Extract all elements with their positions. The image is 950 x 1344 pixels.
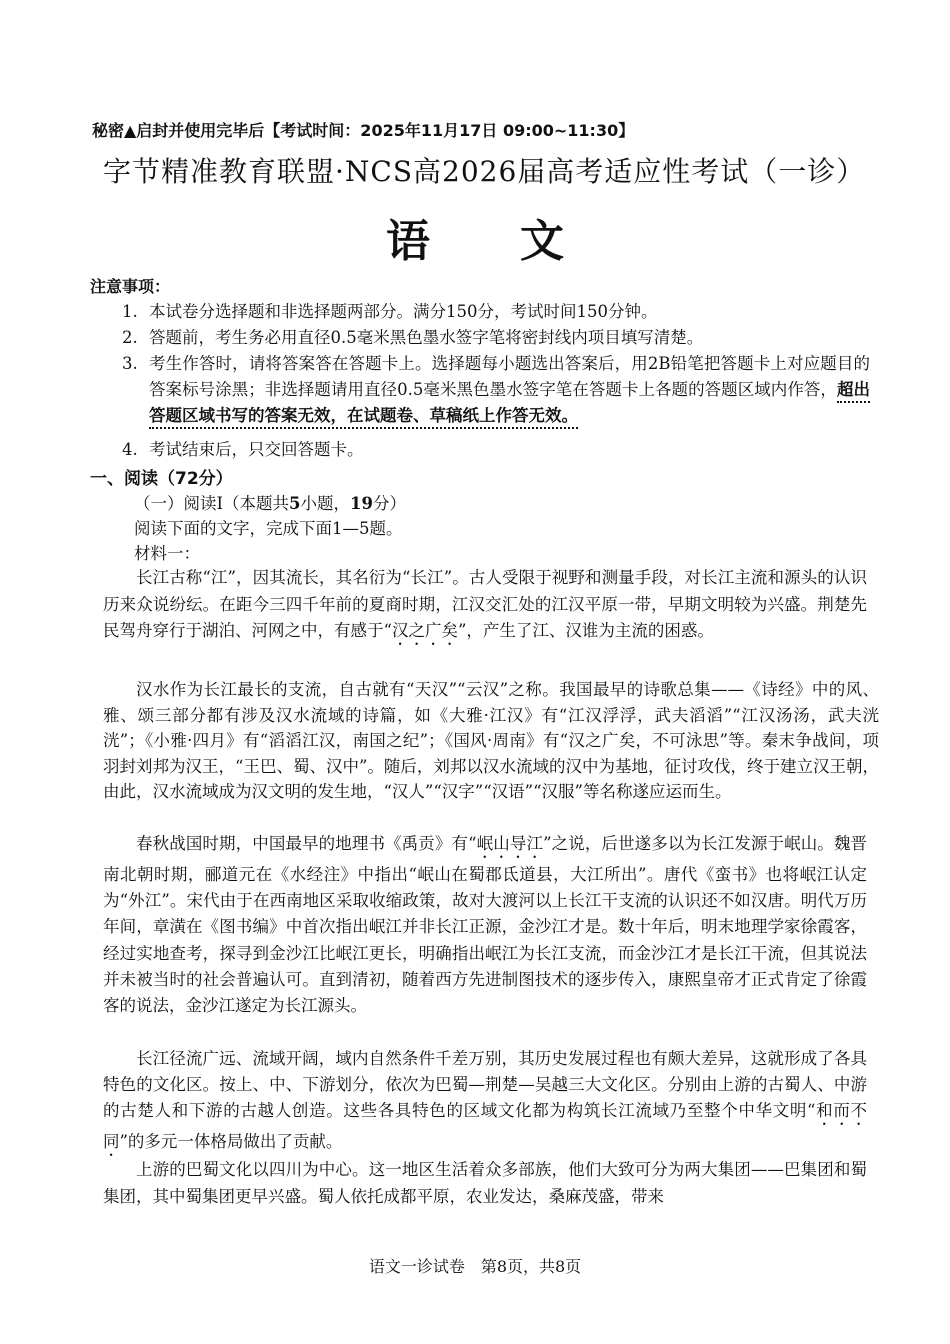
paragraph-3 xyxy=(103,831,867,1019)
question-count: 5 xyxy=(289,494,301,513)
paragraph-text: ”，产生了江、汉谁为主流的困惑。 xyxy=(457,621,714,640)
paragraph-5: 上游的巴蜀文化以四川为中心。这一地区生活着众多部族，他们大致可分为两大集团——巴集团和蜀集团，其中蜀集团更早兴盛。蜀人依托成都平原，农业发达，桑麻茂盛，带来 xyxy=(103,1160,867,1206)
subsection-heading xyxy=(134,490,406,514)
notice-item-text: 考试结束后，只交回答题卡。 xyxy=(149,440,364,459)
page-footer: 语文一诊试卷 第8页，共8页 xyxy=(368,1257,582,1276)
paragraph-text: ”之说，后世遂多以为长江发源于岷山。魏晋南北朝时期，郦道元在《水经注》中指出“岷山在蜀郡氐道县，大江所出”。唐代《蛮书》也将岷江认定为“外江”。宋代由于在西南地区采取收缩政策，故对大渡河以上长江干支流的认识还不如汉唐。明代万历年间，章潢在《图书编》中首次指出岷江并非长江正源，金沙江才是。数十年后，明末地理学家徐霞客，经过实地查考，探寻到金沙江比岷江更长，明确指出岷江为长江支流，而金沙江才是长江干流，但其说法并未被当时的社会普遍认可。直到清初，随着西方先进制图技术的逐步传入，康熙皇帝才正式肯定了徐霞客的说法，金沙江遂定为长江源头。 xyxy=(103,834,868,1016)
notice-item-text: 本试卷分选择题和非选择题两部分。满分150分，考试时间150分钟。 xyxy=(149,302,658,321)
confidential-time-line: 秘密▲启封并使用完毕后【考试时间：2025年11月17日 09:00~11:30】 xyxy=(92,121,635,140)
dotted-emphasis: 岷山导江 xyxy=(476,834,544,853)
paragraph-4 xyxy=(103,1046,867,1160)
section-heading: 一、阅读（72分） xyxy=(90,469,233,489)
dotted-emphasis: 汉之广矣 xyxy=(391,621,458,640)
notice-item-text xyxy=(149,351,870,429)
notice-item xyxy=(122,437,870,463)
dotted-emphasis: 和而不同 xyxy=(103,1101,867,1151)
notice-item xyxy=(122,299,870,325)
paragraph-text: 长江径流广远、流域开阔，域内自然条件千差万别，其历史发展过程也有颇大差异，这就形成了各具特色的文化区。按上、中、下游划分，依次为巴蜀—荆楚—吴越三大文化区。分别由上游的古蜀人、中游的古楚人和下游的古越人创造。这些各具特色的区域文化都为构筑长江流域乃至整个中华文明“ xyxy=(103,1049,867,1120)
notice-item-text: 答题前，考生务必用直径0.5毫米黑色墨水签字笔将密封线内项目填写清楚。 xyxy=(149,328,704,347)
notice-item-number: 4. xyxy=(122,440,138,459)
paragraph-text: ”的多元一体格局做出了贡献。 xyxy=(119,1132,343,1151)
subsection-text: 小题， xyxy=(300,494,351,513)
notice-item-number: 1. xyxy=(122,302,138,321)
instruction: 阅读下面的文字，完成下面1—5题。 xyxy=(134,519,403,538)
subsection-text: 分） xyxy=(372,494,406,513)
material-label: 材料一： xyxy=(134,544,200,563)
subsection-points: 19 xyxy=(350,494,373,513)
paragraph-2: 汉水作为长江最长的支流，自古就有“天汉”“云汉”之称。我国最早的诗歌总集——《诗经》中的风、雅、颂三部分都有涉及汉水流域的诗篇，如《大雅·江汉》有“江汉浮浮，武夫滔滔”“江汉汤汤，武夫洸洸”；《小雅·四月》有“滔滔江汉，南国之纪”；《国风·周南》有“汉之广矣，不可泳思”等。秦末争战间，项羽封刘邦为汉王，“王巴、蜀、汉中”。随后，刘邦以汉水流域的汉中为基地，征讨攻伐，终于建立汉王朝，由此，汉水流域成为汉文明的发生地，“汉人”“汉字”“汉语”“汉服”等名称遂应运而生。 xyxy=(103,680,879,801)
paragraph-text: 春秋战国时期，中国最早的地理书《禹贡》有“ xyxy=(136,834,477,853)
notice-item-number: 3. xyxy=(122,354,138,373)
notice-item xyxy=(122,351,870,429)
subject-title: 语文 xyxy=(386,216,654,267)
emphasized-warning: 超出答题区域书写的答案无效，在试题卷、草稿纸上作答无效。 xyxy=(149,380,870,429)
paragraph-1 xyxy=(103,565,867,649)
notice-item-text-part: 考生作答时，请将答案答在答题卡上。选择题每小题选出答案后，用2B铅笔把答题卡上对应题目的答案标号涂黑；非选择题请用直径0.5毫米黑色墨水签字笔在答题卡上各题的答题区域内作答， xyxy=(149,354,870,399)
notice-heading: 注意事项： xyxy=(90,277,171,296)
paragraph-text: 长江古称“江”，因其流长，其名衍为“长江”。古人受限于视野和测量手段，对长江主流和源头的认识历来众说纷纭。在距今三四千年前的夏商时期，江汉交汇处的江汉平原一带，早期文明较为兴盛。荆楚先民驾舟穿行于湖泊、河网之中，有感于“ xyxy=(103,568,867,640)
notice-item xyxy=(122,325,870,351)
exam-title: 字节精准教育联盟·NCS高2026届高考适应性考试（一诊） xyxy=(103,155,866,188)
subsection-text: （一）阅读Ⅰ（本题共 xyxy=(134,494,290,513)
notice-item-number: 2. xyxy=(122,328,138,347)
